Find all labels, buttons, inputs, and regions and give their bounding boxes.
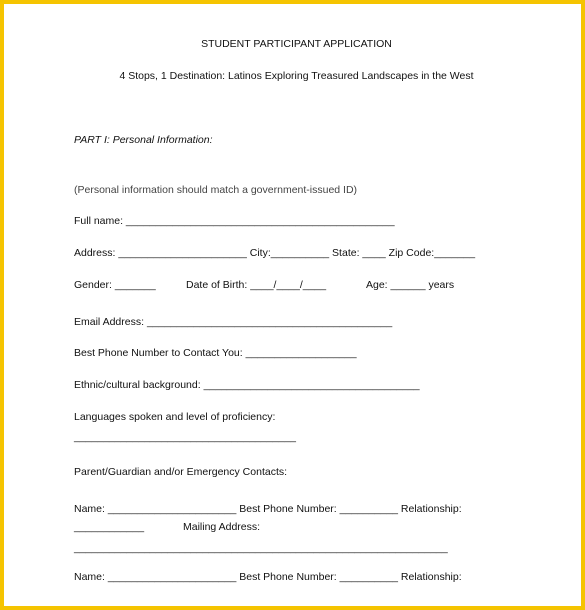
address-field[interactable]: Address: ______________________ City:__________ State: ____ Zip Code:_______: [74, 247, 476, 259]
date-of-birth-field[interactable]: Date of Birth: ____/____/____: [186, 279, 327, 291]
part-heading: PART I: Personal Information:: [74, 134, 213, 146]
ethnic-background-field[interactable]: Ethnic/cultural background: _____________________________________: [74, 379, 420, 391]
contact-1-row[interactable]: Name: ______________________ Best Phone Number: __________ Relationship:: [74, 503, 462, 515]
mailing-address-label: Mailing Address:: [183, 521, 261, 533]
email-field[interactable]: Email Address: __________________________________________: [74, 316, 393, 328]
phone-field[interactable]: Best Phone Number to Contact You: ___________________: [74, 347, 357, 359]
page-title: STUDENT PARTICIPANT APPLICATION: [201, 38, 392, 50]
mailing-address-field[interactable]: ________________________________________________________________: [74, 542, 448, 554]
contact-1-relationship-field[interactable]: ____________: [74, 521, 145, 533]
contacts-heading: Parent/Guardian and/or Emergency Contacts:: [74, 466, 288, 478]
languages-label: Languages spoken and level of proficiency:: [74, 411, 276, 423]
contact-2-row[interactable]: Name: ______________________ Best Phone Number: __________ Relationship:: [74, 571, 462, 583]
languages-field[interactable]: ______________________________________: [74, 431, 296, 443]
gender-field[interactable]: Gender: _______: [74, 279, 156, 291]
page-subtitle: 4 Stops, 1 Destination: Latinos Exploring Treasured Landscapes in the West: [119, 70, 474, 82]
id-note: (Personal information should match a government-issued ID): [74, 184, 358, 196]
full-name-field[interactable]: Full name: ______________________________________________: [74, 215, 395, 227]
age-field[interactable]: Age: ______ years: [366, 279, 455, 291]
